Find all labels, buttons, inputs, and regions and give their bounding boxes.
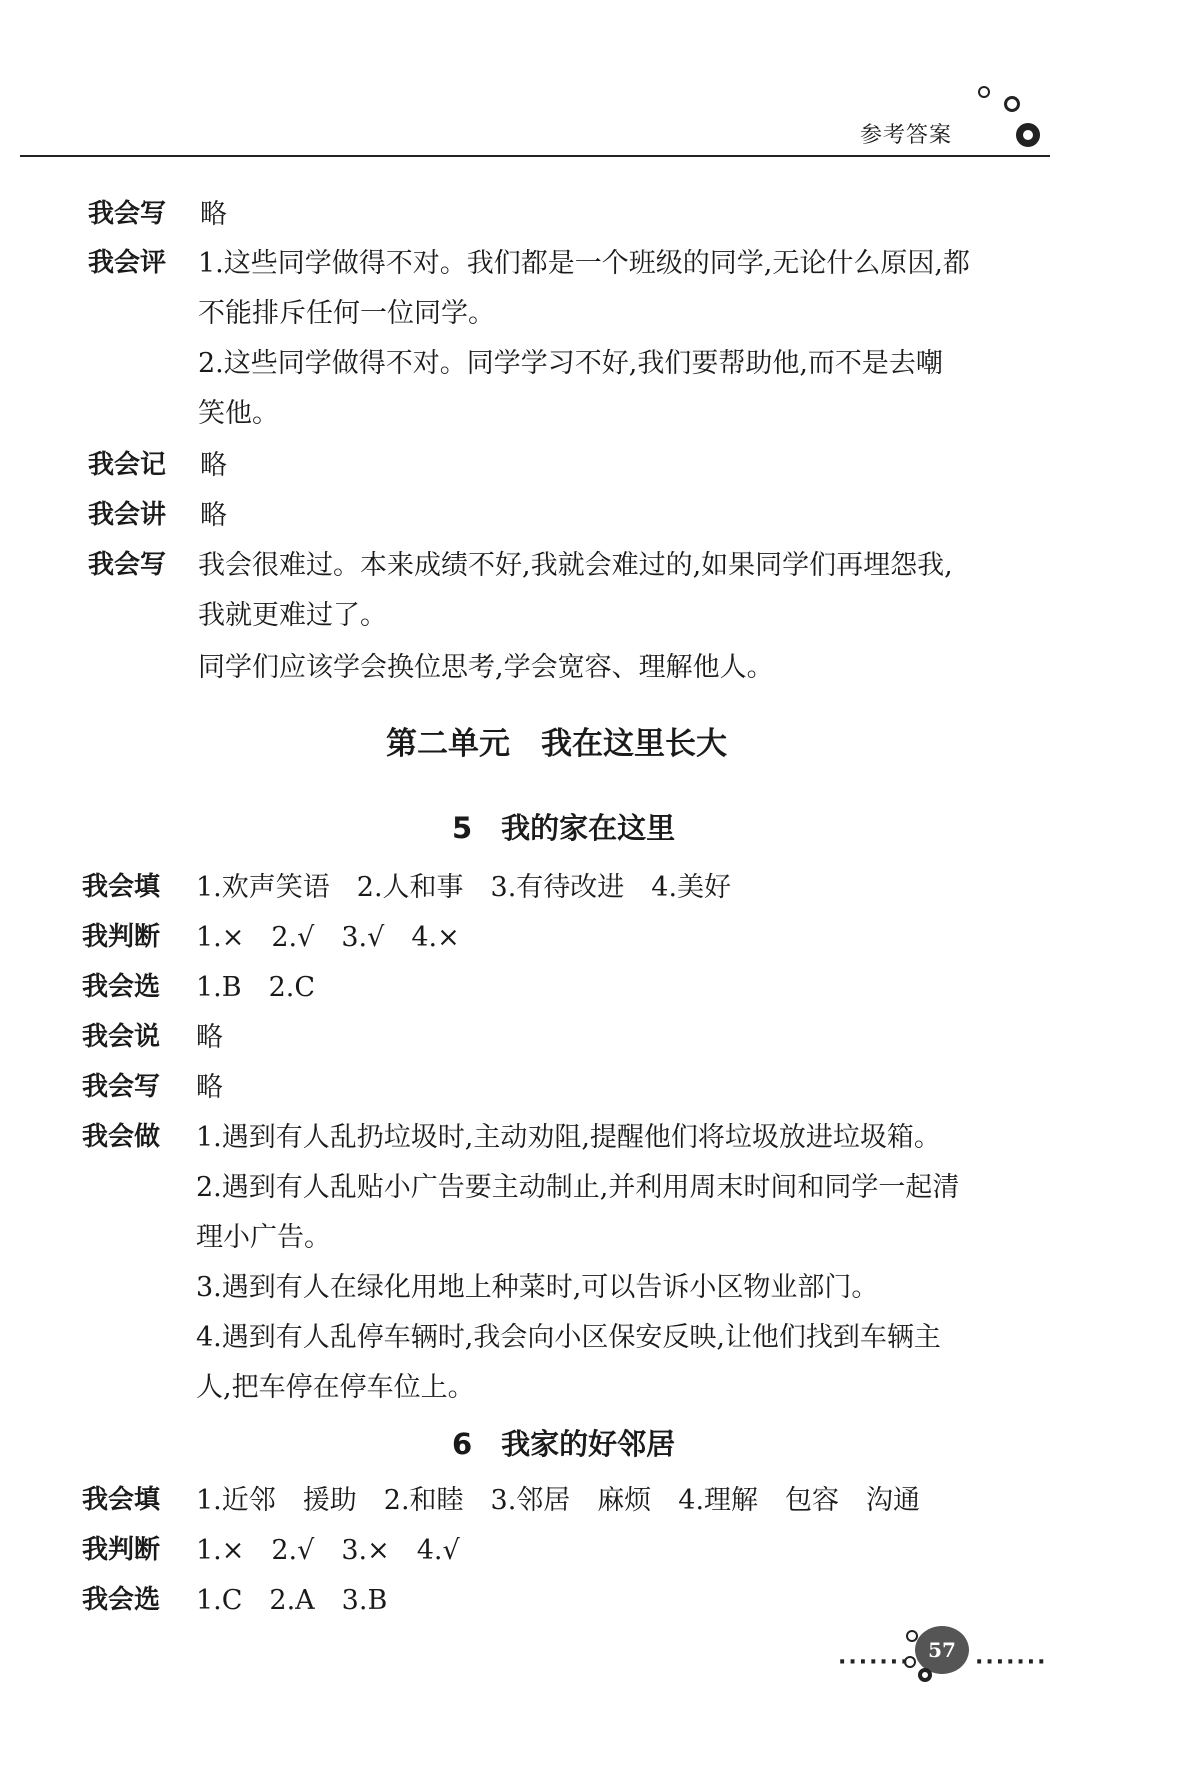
answer-line: 1.B 2.C <box>196 972 316 1003</box>
section-label: 我会写 <box>82 1072 161 1102</box>
section-label: 我判断 <box>82 922 161 952</box>
header-title: 参考答案 <box>860 123 953 148</box>
page-number-dots-left: ······· <box>838 1650 911 1675</box>
answer-line: 人,把车停在停车位上。 <box>196 1372 475 1403</box>
answer-line: 略 <box>200 500 227 531</box>
lesson-title: 6 我家的好邻居 <box>452 1427 676 1461</box>
answer-line: 1.× 2.√ 3.× 4.√ <box>196 1535 460 1566</box>
page-number-dots-right: ······· <box>975 1650 1048 1675</box>
decorative-circle-icon <box>904 1656 916 1668</box>
unit-title: 第二单元 我在这里长大 <box>386 726 727 762</box>
answer-line: 略 <box>196 1022 223 1053</box>
answer-line: 4.遇到有人乱停车辆时,我会向小区保安反映,让他们找到车辆主 <box>196 1322 941 1353</box>
answer-line: 1.这些同学做得不对。我们都是一个班级的同学,无论什么原因,都 <box>198 248 970 279</box>
section-label: 我会评 <box>88 248 167 278</box>
section-label: 我会填 <box>82 1485 161 1515</box>
answer-line: 略 <box>200 199 227 230</box>
answer-line: 3.遇到有人在绿化用地上种菜时,可以告诉小区物业部门。 <box>196 1272 879 1303</box>
section-label: 我会选 <box>82 972 161 1002</box>
answer-line: 1.欢声笑语 2.人和事 3.有待改进 4.美好 <box>196 872 732 903</box>
header-rule <box>20 155 1050 157</box>
answer-line: 不能排斥任何一位同学。 <box>198 298 495 329</box>
answer-line: 1.× 2.√ 3.√ 4.× <box>196 922 460 953</box>
answer-line: 略 <box>200 450 227 481</box>
section-label: 我会写 <box>88 550 167 580</box>
answer-line: 同学们应该学会换位思考,学会宽容、理解他人。 <box>198 652 774 683</box>
answer-line: 笑他。 <box>198 398 279 429</box>
section-label: 我会写 <box>88 199 167 229</box>
section-label: 我判断 <box>82 1535 161 1565</box>
answer-line: 我就更难过了。 <box>198 600 387 631</box>
answer-line: 我会很难过。本来成绩不好,我就会难过的,如果同学们再埋怨我, <box>198 550 953 581</box>
page-number: 57 <box>915 1626 969 1674</box>
section-label: 我会填 <box>82 872 161 902</box>
section-label: 我会说 <box>82 1022 161 1052</box>
decorative-circle-icon <box>1004 96 1020 112</box>
section-label: 我会做 <box>82 1122 161 1152</box>
decorative-circle-icon <box>906 1630 918 1642</box>
decorative-circle-icon <box>978 86 990 98</box>
section-label: 我会选 <box>82 1585 161 1615</box>
answer-line: 1.近邻 援助 2.和睦 3.邻居 麻烦 4.理解 包容 沟通 <box>196 1485 921 1516</box>
lesson-title: 5 我的家在这里 <box>452 811 676 845</box>
answer-line: 1.C 2.A 3.B <box>196 1585 388 1616</box>
section-label: 我会记 <box>88 450 167 480</box>
answer-line: 略 <box>196 1072 223 1103</box>
decorative-circle-icon <box>1016 123 1040 147</box>
section-label: 我会讲 <box>88 500 167 530</box>
answer-line: 2.这些同学做得不对。同学学习不好,我们要帮助他,而不是去嘲 <box>198 348 943 379</box>
decorative-circle-icon <box>918 1668 932 1682</box>
answer-line: 理小广告。 <box>196 1222 331 1253</box>
answer-line: 2.遇到有人乱贴小广告要主动制止,并利用周末时间和同学一起清 <box>196 1172 960 1203</box>
answer-line: 1.遇到有人乱扔垃圾时,主动劝阻,提醒他们将垃圾放进垃圾箱。 <box>196 1122 941 1153</box>
